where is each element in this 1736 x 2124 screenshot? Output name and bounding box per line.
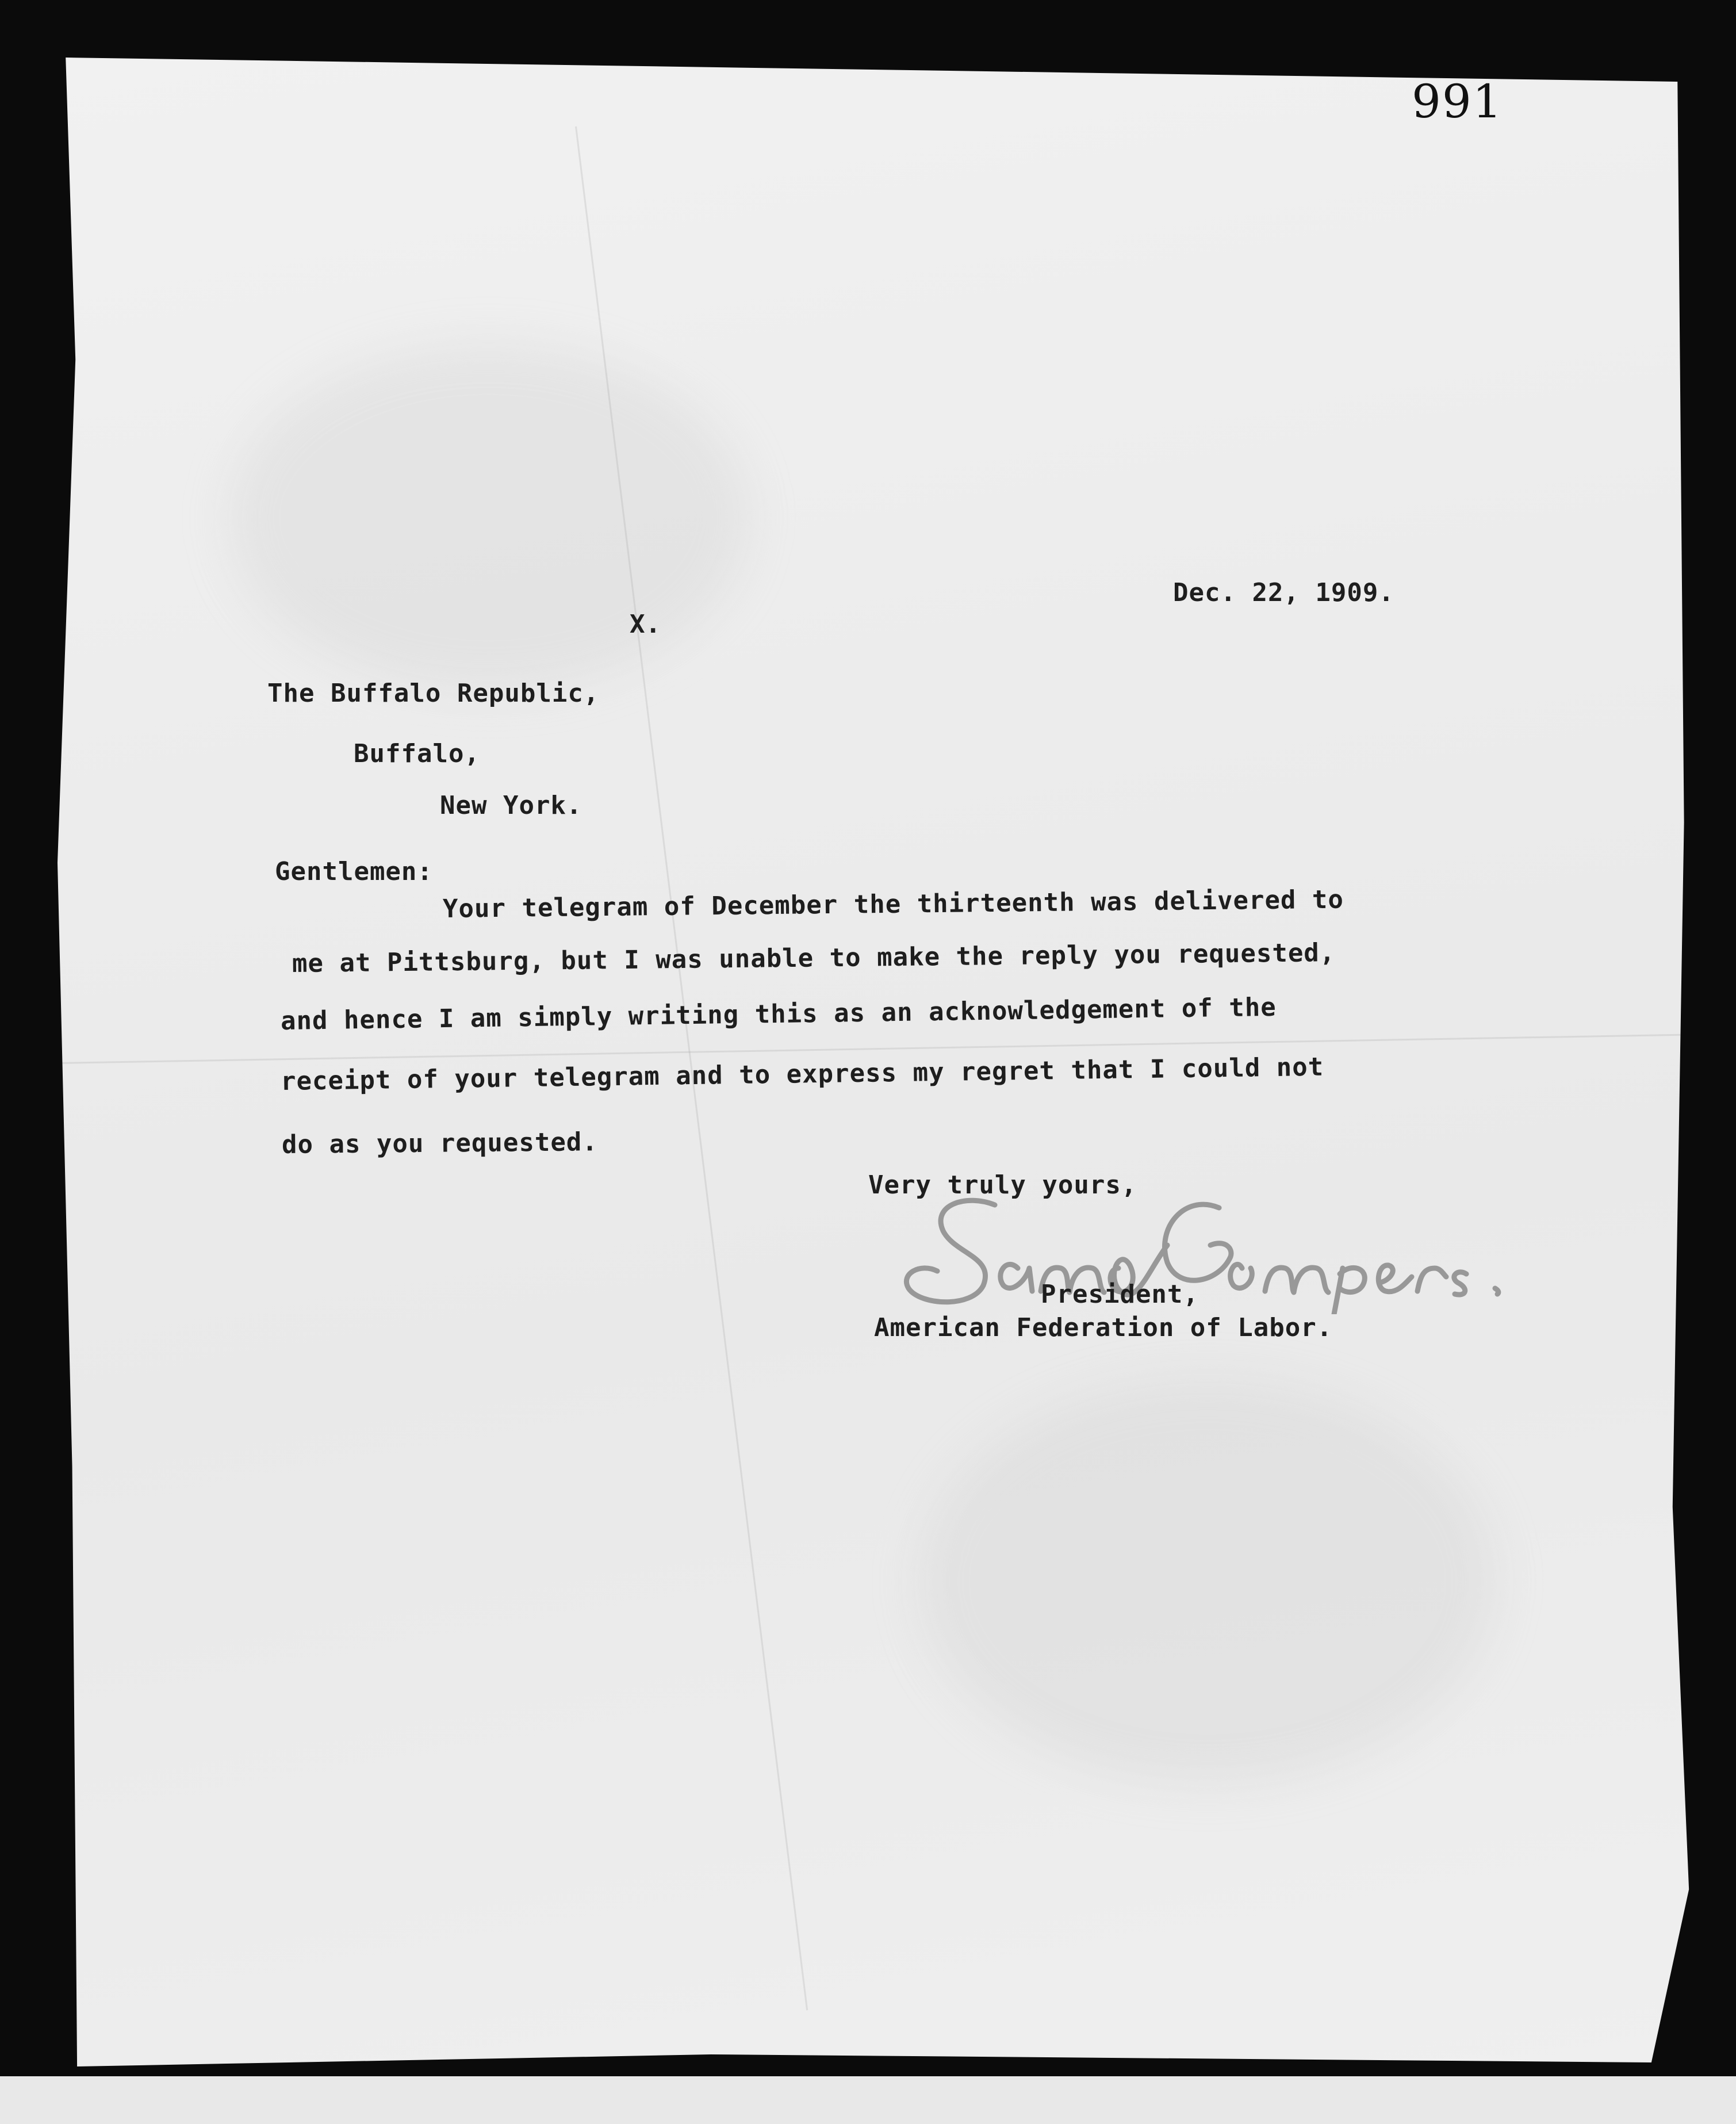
body-line-3: and hence I am simply writing this as an acknowledgement of the <box>280 992 1277 1036</box>
recipient-line-2: Buffalo, <box>354 739 480 768</box>
body-line-4: receipt of your telegram and to express my regret that I could not <box>280 1052 1324 1096</box>
paper-shading <box>920 1380 1495 1783</box>
handwritten-signature <box>897 1182 1558 1314</box>
body-line-2: me at Pittsburg, but I was unable to make the reply you requested, <box>292 938 1336 978</box>
body-line-1: Your telegram of December the thirteenth was delivered to <box>442 885 1344 924</box>
file-mark: X. <box>630 610 661 639</box>
salutation: Gentlemen: <box>275 857 433 886</box>
recipient-line-1: The Buffalo Republic, <box>267 679 600 708</box>
scan-bottom-edge <box>0 2076 1736 2124</box>
recipient-line-3: New York. <box>440 791 583 820</box>
closing: Very truly yours, <box>868 1170 1137 1200</box>
signer-title: President, <box>1041 1280 1199 1309</box>
letter-date: Dec. 22, 1909. <box>1173 578 1394 607</box>
page-number: 991 <box>1412 75 1503 128</box>
body-line-5: do as you requested. <box>281 1127 599 1159</box>
paper-shading <box>230 345 748 690</box>
organization: American Federation of Labor. <box>874 1313 1333 1342</box>
